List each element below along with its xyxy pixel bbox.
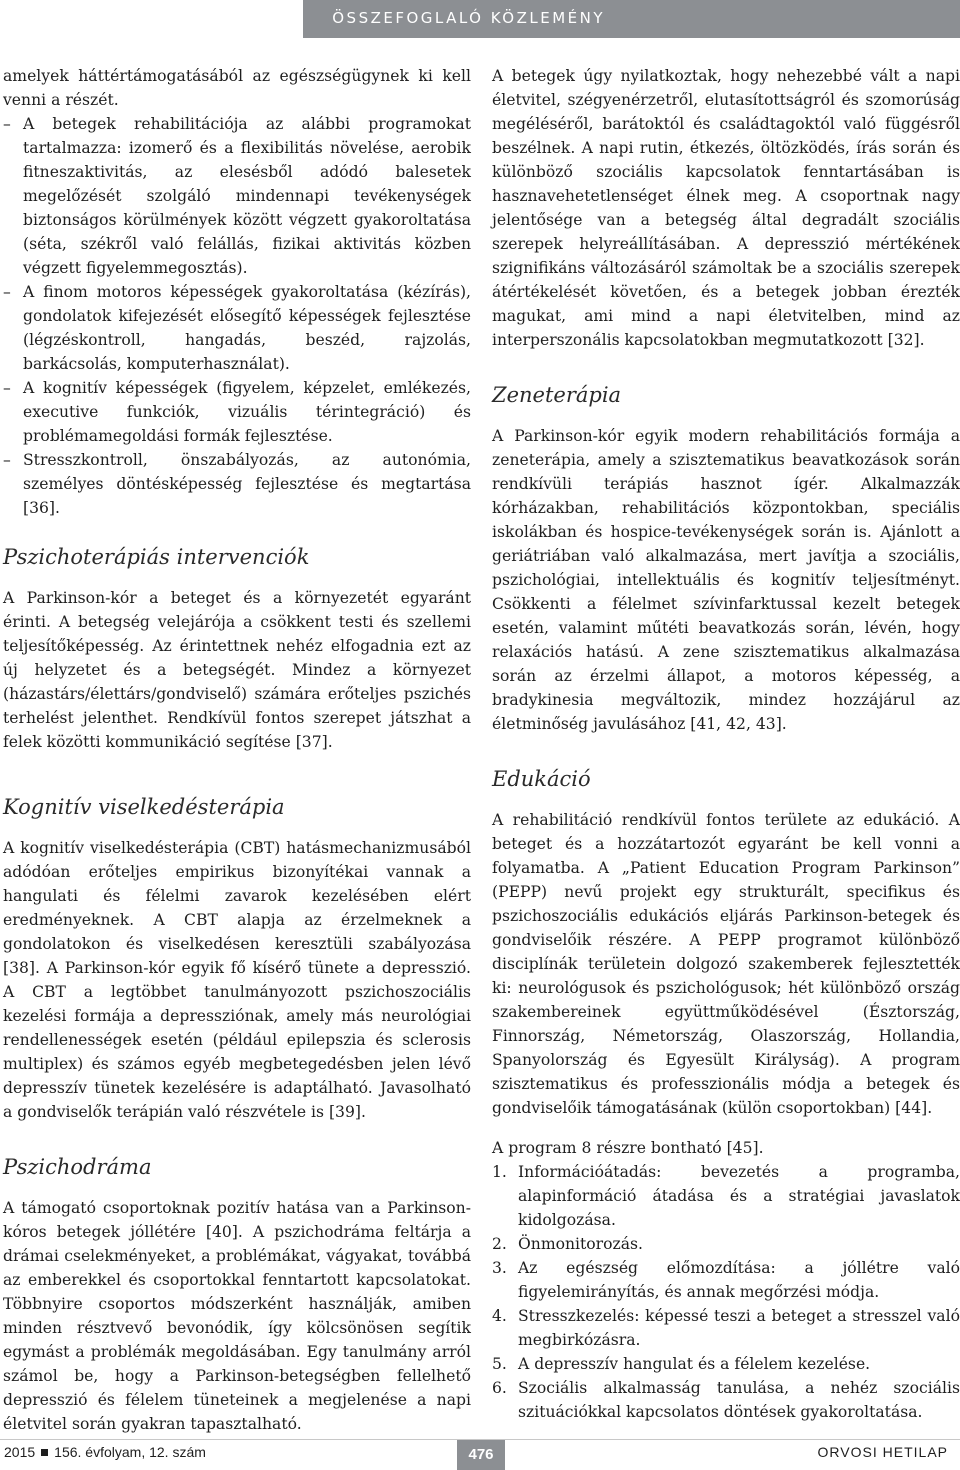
list-number: 2. — [492, 1235, 507, 1253]
list-item — [492, 1160, 960, 1232]
list-number: 1. — [492, 1163, 507, 1181]
music-therapy-paragraph: A Parkinson-kór egyik modern rehabilitációs formája a zeneterápia, amely a szisztematikus beavatkozások során rendkívüli terápiás hasznot ígér. Alkalmazzák kórházakban, rehabilitációs központokban, speciális iskolákban és hospice-tevékenységek során is. Ajánlott a geriátriában való alkalmazása, mert javítja a szociális, pszichológiai, intellektuális és kognitív teljesítményt. Csökkenti a félelmet szívinfarktussal kezelt betegek esetén, valamint műtéti beavatkozás során, lévén, hogy relaxációs hatású. A zene szisztematikus alkalmazása során az érzelmi állapot, a motoros képesség, a bradykinesia megváltozik, mindez hozzájárul az életminőség javulásához [41, 42, 43]. — [492, 427, 960, 733]
footer-year: 2015 — [4, 1444, 36, 1460]
list-text: Stresszkezelés: képessé teszi a beteget a stresszel való megbirkózásra. — [518, 1307, 960, 1349]
bullet-text: Stresszkontroll, önszabályozás, az autonómia, személyes döntésképesség fejlesztése és megtartása [36]. — [23, 451, 471, 517]
list-text: A depresszív hangulat és a félelem kezelése. — [518, 1355, 871, 1373]
list-text: Információátadás: bevezetés a programba, alapinformáció átadása és a stratégiai javaslatok kidolgozása. — [518, 1163, 960, 1229]
list-item — [492, 1376, 960, 1424]
psychotherapy-paragraph: A Parkinson-kór a beteget és a környezetét egyaránt érinti. A betegség velejárója a csökkent testi és szellemi teljesítőképesség. Az érintettnek nehéz elfogadnia ezt az új helyzetet és a betegségét. Mindez a környezet (házastárs/élettárs/gondviselő) számára erőteljes pszichés terhelést jelenthet. Rendkívül fontos szerepet játszhat a felek közötti kommunikáció segítése [37]. — [3, 589, 471, 751]
list-number: 6. — [492, 1379, 507, 1397]
heading-education: Edukáció — [492, 767, 591, 791]
section-header-bar — [303, 0, 960, 38]
list-number: 3. — [492, 1259, 507, 1277]
list-text: Az egészség előmozdítása: a jóllétre való figyelemirányítás, és annak megőrzési módja. — [518, 1259, 960, 1301]
right-column — [492, 64, 960, 1424]
bullet-text: A betegek rehabilitációja az alábbi programokat tartalmazza: izomerő és a flexibilitás növelése, aerobik fitneszaktivitás, az elesésből adódó balesetek megelőzését szolgáló mindennapi tevékenységek biztonságos körülmények között végzett gyakoroltatása (séta, székről való felállás, fizikai aktivitás közben végzett figyelemmegosztás). — [23, 115, 471, 277]
heading-psychotherapy: Pszichoterápiás intervenciók — [3, 545, 310, 569]
footer-issue-info — [4, 1444, 206, 1460]
continuation-paragraph: A betegek úgy nyilatkoztak, hogy nehezebbé vált a napi életvitel, szégyenérzetről, elutasítottságról és szomorúság megéléséről, barátoktól és családtagoktól való függésről beszélnek. A napi rutin, étkezés, öltözködés, írás során és különböző szociális kapcsolatok fenntartásában is hasznavehetetlenséget élnek meg. A csoportnak nagy jelentősége van a betegség által degradált szociális szerepek helyreállításában. A depresszió mértékének szignifikáns változásáról számoltak be a szociális szerepek átértékelését követően, és a betegek jobban érezték magukat, ami mind a napi életvitelben, mind az interperszonális kapcsolatokban megmutatkozott [32]. — [492, 67, 960, 349]
journal-name: ORVOSI HETILAP — [817, 1444, 948, 1460]
list-number: 5. — [492, 1355, 507, 1373]
bullet-text: A finom motoros képességek gyakoroltatása (kézírás), gondolatok kifejezését elősegítő képességek fejlesztése (légzéskontroll, hangadás, beszéd, rajzolás, barkácsolás, komputerhasználat). — [23, 283, 471, 373]
footer-issue: 156. évfolyam, 12. szám — [54, 1444, 206, 1460]
education-paragraph: A rehabilitáció rendkívül fontos területe az edukáció. A beteget és a hozzátartozót egyaránt be kell vonni a folyamatba. A „Patient Education Program Parkinson” (PEPP) nevű projekt egy strukturált, specifikus és pszichoszociális edukációs eljárás Parkinson-betegek és gondviselőik részére. A PEPP programot különböző disciplínák területein dolgozó szakemberek fejlesztették ki: neurológusok és pszichológusok; hét különböző ország szakembereinek együttműködésével (Észtország, Finnország, Németország, Olaszország, Hollandia, Spanyolország és Egyesült Királyság). A program szisztematikus és professzionális módja a betegek és gondviselőik támogatásának (külön csoportokban) [44]. — [492, 811, 960, 1117]
program-parts-list — [492, 1160, 960, 1424]
intro-paragraph: amelyek háttértámogatásából az egészségügynek ki kell venni a részét. — [3, 67, 471, 109]
bullet-text: A kognitív képességek (figyelem, képzelet, emlékezés, executive funkciók, vizuális térintegráció) és problémamegoldási formák fejlesztése. — [23, 379, 471, 445]
bullet-item: – A finom motoros képességek gyakoroltatása (kézírás), gondolatok kifejezését elősegítő képességek fejlesztése (légzéskontroll, hangadás, beszéd, rajzolás, barkácsolás, komputerhasználat). — [3, 280, 471, 376]
psychodrama-paragraph: A támogató csoportoknak pozitív hatása van a Parkinson-kóros betegek jóllétére [40]. A pszichodráma feltárja a drámai cselekményeket, a problémákat, vágyakat, továbbá az emberekkel és csoportokkal fenntartott kapcsolatokat. Többnyire csoportos módszerként használják, amiben minden résztvevő bevonódik, így kölcsönösen segítik egymást a problémák megoldásában. Egy tanulmány arról számol be, hogy a Parkinson-betegségben fellelhető depresszió és félelem tüneteinek a megjelenése a napi életvitel során gyakran tapasztalható. — [3, 1199, 471, 1433]
program-parts-paragraph: A program 8 részre bontható [45]. — [492, 1139, 764, 1157]
left-column — [3, 64, 471, 1436]
heading-psychodrama: Pszichodráma — [3, 1155, 152, 1179]
bullet-item: – A betegek rehabilitációja az alábbi programokat tartalmazza: izomerő és a flexibilitás növelése, aerobik fitneszaktivitás, az elesésből adódó balesetek megelőzését szolgáló mindennapi tevékenységek biztonságos körülmények között végzett gyakoroltatása (séta, székről való felállás, fizikai aktivitás közben végzett figyelemmegosztás). — [3, 112, 471, 280]
cbt-paragraph: A kognitív viselkedésterápia (CBT) hatásmechanizmusából adódóan erőteljes empirikus bizonyítékai vannak a hangulati és félelmi zavarok kezelésében elért eredményeknek. A CBT alapja az érzelmeknek a gondolatokon és viselkedésen keresztüli szabályozása [38]. A Parkinson-kór egyik fő kísérő tünete a depresszió. A CBT a legtöbbet tanulmányozott pszichoszociális kezelési formája a depressziónak, amely más neurológiai rendellenességek esetén (például epilepszia és sclerosis multiplex) és számos egyéb megbetegedésben jelen lévő depresszív tünetek kezelésére is adaptálható. Javasolható a gondviselők terápián való részvétele is [39]. — [3, 839, 471, 1121]
heading-music-therapy: Zeneterápia — [492, 383, 622, 407]
bullet-item: – A kognitív képességek (figyelem, képzelet, emlékezés, executive funkciók, vizuális térintegráció) és problémamegoldási formák fejlesztése. — [3, 376, 471, 448]
list-item — [492, 1304, 960, 1352]
heading-cbt: Kognitív viselkedésterápia — [3, 795, 285, 819]
list-item — [492, 1352, 960, 1376]
list-text: Önmonitorozás. — [518, 1235, 644, 1253]
list-number: 4. — [492, 1307, 507, 1325]
list-item — [492, 1256, 960, 1304]
section-label: ÖSSZEFOGLALÓ KÖZLEMÉNY — [332, 9, 605, 27]
page-number: 476 — [457, 1440, 505, 1470]
list-item — [492, 1232, 960, 1256]
list-text: Szociális alkalmasság tanulása, a nehéz szociális szituációkkal kapcsolatos döntések gyakoroltatása. — [518, 1379, 960, 1421]
bullet-item: – Stresszkontroll, önszabályozás, az autonómia, személyes döntésképesség fejlesztése és megtartása [36]. — [3, 448, 471, 520]
square-bullet-icon — [41, 1449, 48, 1456]
